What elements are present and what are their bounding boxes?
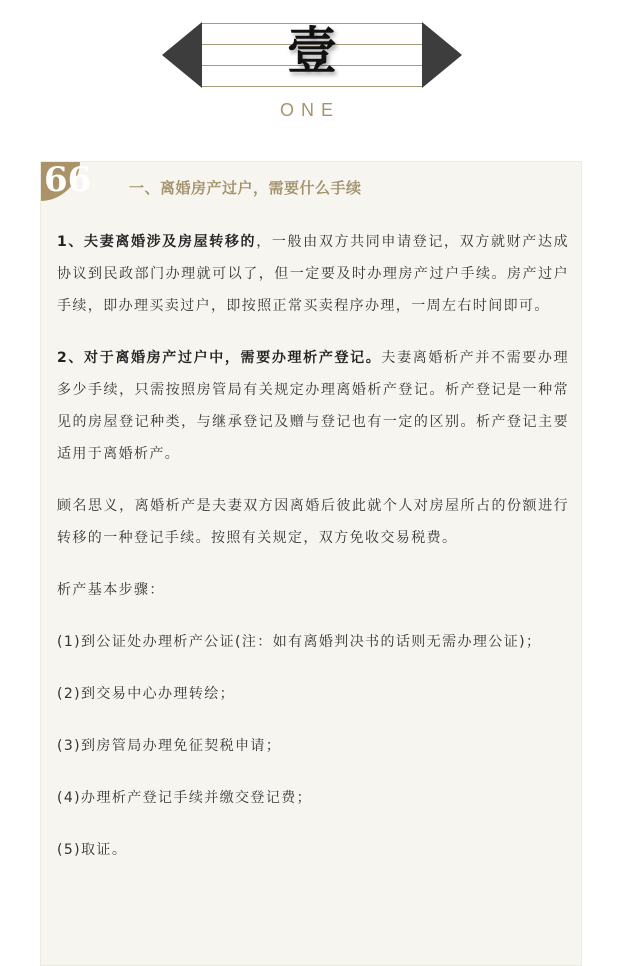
section-header xyxy=(0,0,620,150)
step-text: (1)到公证处办理析产公证(注：如有离婚判决书的话则无需办理公证)； xyxy=(57,634,542,650)
paragraph-lead: 2、对于离婚房产过户中，需要办理析产登记。 xyxy=(57,350,382,366)
quote-icon: 66 xyxy=(44,161,92,200)
paragraph xyxy=(57,490,569,554)
paragraph-text: ，一般由双方共同申请登记，双方就财产达成协议到民政部门办理就可以了，但一定要及时办理房产过户手续。房产过户手续，即办理买卖过户，即按照正常买卖程序办理，一周左右时间即可。 xyxy=(57,234,569,314)
step-text: (4)办理析产登记手续并缴交登记费； xyxy=(57,790,313,806)
banner-left-arrow xyxy=(162,22,202,88)
paragraph xyxy=(57,226,569,322)
banner-band xyxy=(202,22,422,88)
paragraph xyxy=(57,574,569,606)
paragraph-text: 顾名思义，离婚析产是夫妻双方因离婚后彼此就个人对房屋所占的份额进行转移的一种登记手续。按照有关规定，双方免收交易税费。 xyxy=(57,498,569,546)
step-item xyxy=(57,782,569,814)
step-text: (3)到房管局办理免征契税申请； xyxy=(57,738,282,754)
step-text: (5)取证。 xyxy=(57,842,128,858)
banner-line-bottom xyxy=(202,86,422,87)
step-text: (2)到交易中心办理转绘； xyxy=(57,686,236,702)
step-item xyxy=(57,678,569,710)
paragraph-text: 夫妻离婚析产并不需要办理多少手续，只需按照房管局有关规定办理离婚析产登记。析产登记是一种常见的房屋登记种类，与继承登记及赠与登记也有一定的区别。析产登记主要适用于离婚析产。 xyxy=(57,350,569,462)
card-content xyxy=(57,226,569,886)
step-item xyxy=(57,730,569,762)
paragraph-text: 析产基本步骤： xyxy=(57,582,165,598)
step-item xyxy=(57,834,569,866)
paragraph xyxy=(57,342,569,470)
paragraph-lead: 1、夫妻离婚涉及房屋转移的 xyxy=(57,234,257,250)
title-banner xyxy=(162,22,462,88)
content-card xyxy=(40,161,582,966)
banner-right-arrow xyxy=(422,22,462,88)
step-item xyxy=(57,626,569,658)
section-number-label: ONE xyxy=(279,100,340,120)
section-number-char: 壹 xyxy=(287,21,337,80)
quote-badge xyxy=(40,161,92,201)
card-title: 一、离婚房产过户，需要什么手续 xyxy=(129,179,362,197)
